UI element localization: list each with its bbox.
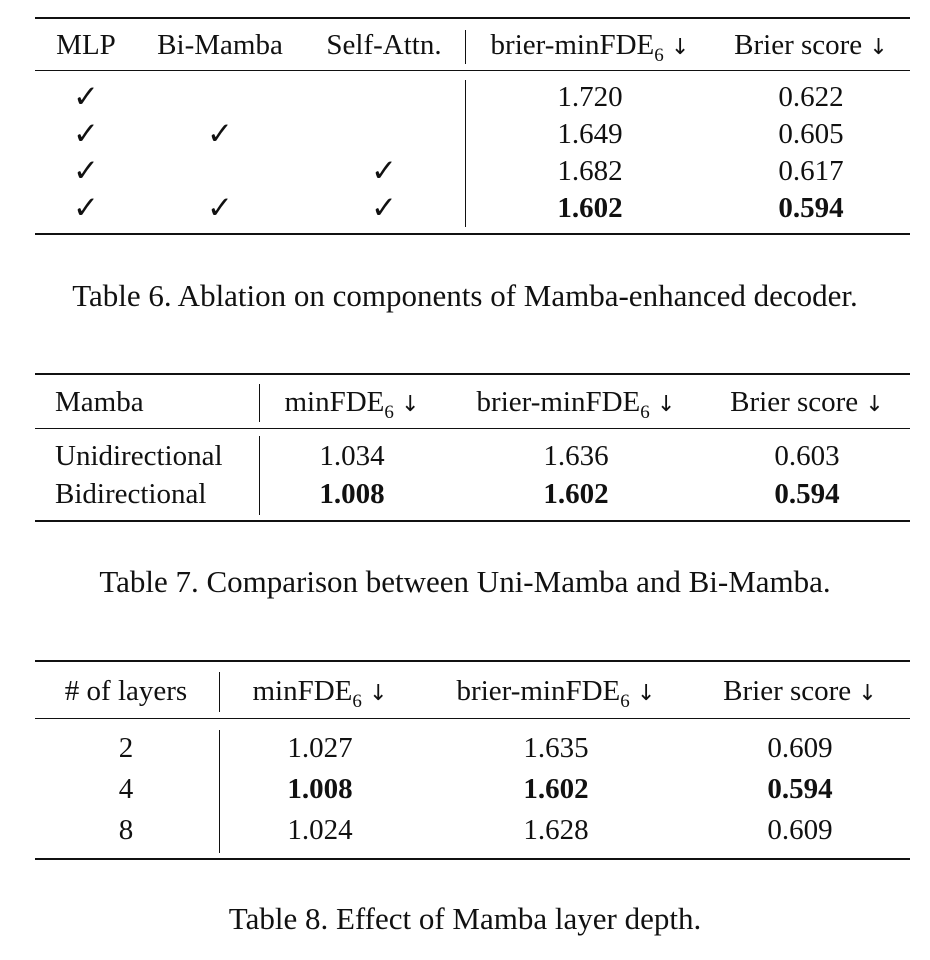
cell-brier-minfde: 1.636 <box>543 440 609 472</box>
mid-rule <box>35 428 910 429</box>
cell-brier-score: 0.603 <box>774 440 840 472</box>
cell-brier-score: 0.617 <box>778 155 844 187</box>
cell-brier-minfde: 1.602 <box>523 773 589 805</box>
mid-rule <box>35 718 910 719</box>
cell-brier-minfde: 1.649 <box>557 118 623 150</box>
cell-layers: 8 <box>118 814 134 846</box>
cell-brier-score: 0.594 <box>778 192 844 224</box>
cell-layers: 4 <box>118 773 134 805</box>
check-icon: ✓ <box>371 190 397 226</box>
body-separator <box>259 436 260 515</box>
header-brier-minfde: brier-minFDE$_6$ ↓ <box>490 29 690 66</box>
bottom-rule <box>35 520 910 522</box>
header-separator <box>465 30 466 64</box>
top-rule <box>35 17 910 19</box>
header-brier-score: Brier score ↓ <box>734 29 888 61</box>
check-icon: ✓ <box>73 190 99 226</box>
header-separator <box>219 672 220 712</box>
check-icon: ✓ <box>73 116 99 152</box>
cell-minfde: 1.024 <box>287 814 353 846</box>
cell-brier-minfde: 1.628 <box>523 814 589 846</box>
cell-brier-minfde: 1.720 <box>557 81 623 113</box>
check-icon: ✓ <box>207 116 233 152</box>
cell-minfde: 1.008 <box>319 478 385 510</box>
header-mamba: Mamba <box>55 386 144 418</box>
check-icon: ✓ <box>73 153 99 189</box>
top-rule <box>35 373 910 375</box>
bottom-rule <box>35 233 910 235</box>
cell-brier-minfde: 1.635 <box>523 732 589 764</box>
row-label: Unidirectional <box>55 440 223 472</box>
table-caption: Table 6. Ablation on components of Mamba-enhanced decoder. <box>72 278 858 313</box>
table-caption: Table 8. Effect of Mamba layer depth. <box>228 901 702 936</box>
cell-brier-score: 0.609 <box>767 814 833 846</box>
header-bi-mamba: Bi-Mamba <box>157 29 283 61</box>
header-self-attn: Self-Attn. <box>326 29 442 61</box>
row-label: Bidirectional <box>55 478 207 510</box>
body-separator <box>219 730 220 853</box>
header-separator <box>259 384 260 422</box>
header-mlp: MLP <box>56 29 116 61</box>
cell-minfde: 1.027 <box>287 732 353 764</box>
mid-rule <box>35 70 910 71</box>
cell-brier-score: 0.605 <box>778 118 844 150</box>
header-brier-score: Brier score ↓ <box>730 386 884 418</box>
cell-minfde: 1.008 <box>287 773 353 805</box>
cell-brier-score: 0.594 <box>774 478 840 510</box>
cell-brier-minfde: 1.602 <box>543 478 609 510</box>
table-caption: Table 7. Comparison between Uni-Mamba and Bi-Mamba. <box>99 564 831 599</box>
cell-layers: 2 <box>118 732 134 764</box>
header-minfde: minFDE$_6$ ↓ <box>284 386 420 423</box>
header-brier-score: Brier score ↓ <box>723 675 877 707</box>
cell-minfde: 1.034 <box>319 440 385 472</box>
header-minfde: minFDE$_6$ ↓ <box>252 675 388 712</box>
bottom-rule <box>35 858 910 860</box>
header-layers: # of layers <box>64 675 188 707</box>
check-icon: ✓ <box>73 79 99 115</box>
body-separator <box>465 80 466 227</box>
check-icon: ✓ <box>207 190 233 226</box>
check-icon: ✓ <box>371 153 397 189</box>
cell-brier-minfde: 1.602 <box>557 192 623 224</box>
top-rule <box>35 660 910 662</box>
header-brier-minfde: brier-minFDE$_6$ ↓ <box>456 675 656 712</box>
cell-brier-minfde: 1.682 <box>557 155 623 187</box>
header-brier-minfde: brier-minFDE$_6$ ↓ <box>476 386 676 423</box>
cell-brier-score: 0.594 <box>767 773 833 805</box>
cell-brier-score: 0.609 <box>767 732 833 764</box>
cell-brier-score: 0.622 <box>778 81 844 113</box>
